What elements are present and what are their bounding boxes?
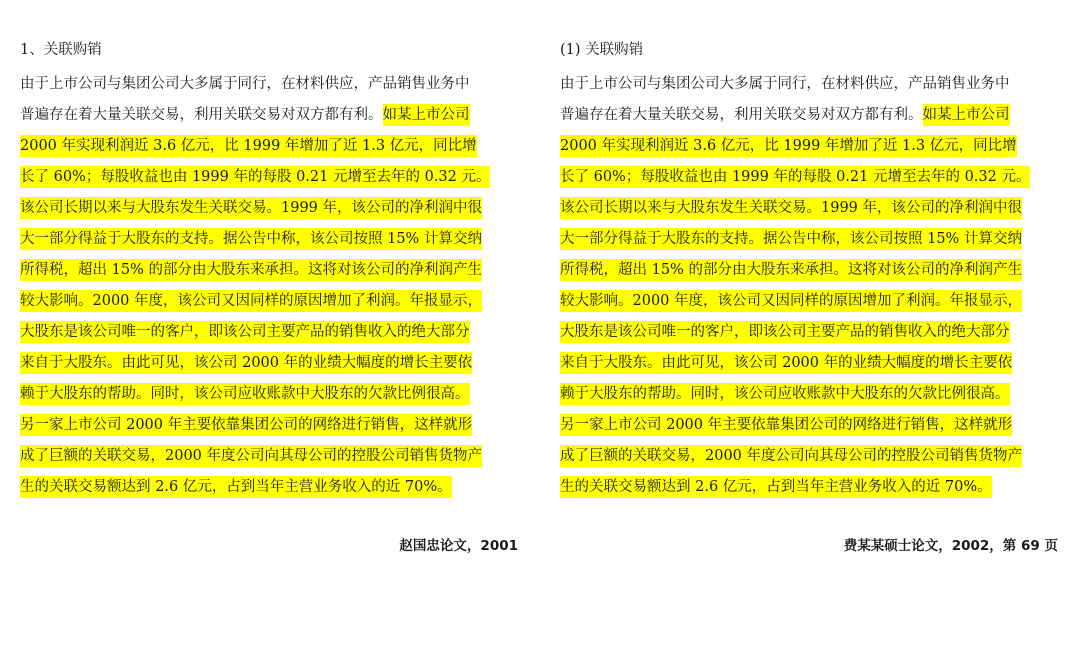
right-citation: 费某某硕士论文，2002，第 69 页 xyxy=(843,538,1058,554)
highlighted-text: 如某上市公司 xyxy=(923,104,1010,126)
highlighted-text: 大股东是该公司唯一的客户，即该公司主要产品的销售收入的绝大部分 xyxy=(20,321,470,343)
left-line xyxy=(20,317,520,348)
highlighted-text: 成了巨额的关联交易，2000 年度公司向其母公司的控股公司销售货物产 xyxy=(560,445,1022,467)
right-line xyxy=(560,379,1060,410)
left-line xyxy=(20,162,520,193)
highlighted-text: 大一部分得益于大股东的支持。据公告中称，该公司按照 15% 计算交纳 xyxy=(20,228,482,250)
left-line xyxy=(20,472,520,503)
right-line xyxy=(560,193,1060,224)
right-line xyxy=(560,286,1060,317)
highlighted-text: 如某上市公司 xyxy=(383,104,470,126)
highlighted-text: 所得税，超出 15% 的部分由大股东来承担。这将对该公司的净利润产生 xyxy=(560,259,1022,281)
highlighted-text: 大股东是该公司唯一的客户，即该公司主要产品的销售收入的绝大部分 xyxy=(560,321,1010,343)
left-line xyxy=(20,348,520,379)
right-document-column xyxy=(560,38,1060,503)
right-line xyxy=(560,224,1060,255)
highlighted-text: 所得税，超出 15% 的部分由大股东来承担。这将对该公司的净利润产生 xyxy=(20,259,482,281)
left-line xyxy=(20,379,520,410)
plain-text: 由于上市公司与集团公司大多属于同行，在材料供应，产品销售业务中 xyxy=(560,76,1010,92)
right-line xyxy=(560,69,1060,100)
highlighted-text: 成了巨额的关联交易，2000 年度公司向其母公司的控股公司销售货物产 xyxy=(20,445,482,467)
right-line xyxy=(560,472,1060,503)
left-document-column xyxy=(20,38,520,503)
left-line xyxy=(20,224,520,255)
highlighted-text: 该公司长期以来与大股东发生关联交易。1999 年，该公司的净利润中很 xyxy=(560,197,1022,219)
left-line xyxy=(20,441,520,472)
highlighted-text: 2000 年实现利润近 3.6 亿元，比 1999 年增加了近 1.3 亿元，同比增 xyxy=(20,135,477,157)
right-section-heading: (1) 关联购销 xyxy=(560,42,644,58)
highlighted-text: 2000 年实现利润近 3.6 亿元，比 1999 年增加了近 1.3 亿元，同比增 xyxy=(560,135,1017,157)
highlighted-text: 另一家上市公司 2000 年主要依靠集团公司的网络进行销售，这样就形 xyxy=(560,414,1012,436)
highlighted-text: 生的关联交易额达到 2.6 亿元，占到当年主营业务收入的近 70%。 xyxy=(560,476,992,498)
highlighted-text: 较大影响。2000 年度，该公司又因同样的原因增加了利润。年报显示， xyxy=(20,290,482,312)
left-paragraph xyxy=(20,69,520,503)
plain-text: 由于上市公司与集团公司大多属于同行，在材料供应，产品销售业务中 xyxy=(20,76,470,92)
highlighted-text: 长了 60%；每股收益也由 1999 年的每股 0.21 元增至去年的 0.32 元。 xyxy=(20,166,490,188)
right-line xyxy=(560,255,1060,286)
plain-text: 普遍存在着大量关联交易，利用关联交易对双方都有利。 xyxy=(20,107,383,123)
highlighted-text: 该公司长期以来与大股东发生关联交易。1999 年，该公司的净利润中很 xyxy=(20,197,482,219)
right-line xyxy=(560,100,1060,131)
right-line xyxy=(560,162,1060,193)
right-line xyxy=(560,131,1060,162)
highlighted-text: 大一部分得益于大股东的支持。据公告中称，该公司按照 15% 计算交纳 xyxy=(560,228,1022,250)
highlighted-text: 赖于大股东的帮助。同时，该公司应收账款中大股东的欠款比例很高。 xyxy=(560,383,1010,405)
left-line xyxy=(20,410,520,441)
highlighted-text: 长了 60%；每股收益也由 1999 年的每股 0.21 元增至去年的 0.32 元。 xyxy=(560,166,1030,188)
right-line xyxy=(560,348,1060,379)
left-line xyxy=(20,131,520,162)
left-line xyxy=(20,255,520,286)
right-paragraph xyxy=(560,69,1060,503)
highlighted-text: 生的关联交易额达到 2.6 亿元，占到当年主营业务收入的近 70%。 xyxy=(20,476,452,498)
highlighted-text: 另一家上市公司 2000 年主要依靠集团公司的网络进行销售，这样就形 xyxy=(20,414,472,436)
highlighted-text: 赖于大股东的帮助。同时，该公司应收账款中大股东的欠款比例很高。 xyxy=(20,383,470,405)
left-line xyxy=(20,100,520,131)
plain-text: 普遍存在着大量关联交易，利用关联交易对双方都有利。 xyxy=(560,107,923,123)
left-line xyxy=(20,286,520,317)
left-citation: 赵国忠论文，2001 xyxy=(399,538,518,554)
highlighted-text: 来自于大股东。由此可见，该公司 2000 年的业绩大幅度的增长主要依 xyxy=(20,352,472,374)
left-line xyxy=(20,193,520,224)
left-section-heading: 1、关联购销 xyxy=(20,42,102,58)
highlighted-text: 来自于大股东。由此可见，该公司 2000 年的业绩大幅度的增长主要依 xyxy=(560,352,1012,374)
left-line xyxy=(20,69,520,100)
highlighted-text: 较大影响。2000 年度，该公司又因同样的原因增加了利润。年报显示， xyxy=(560,290,1022,312)
right-line xyxy=(560,410,1060,441)
right-line xyxy=(560,317,1060,348)
right-line xyxy=(560,441,1060,472)
